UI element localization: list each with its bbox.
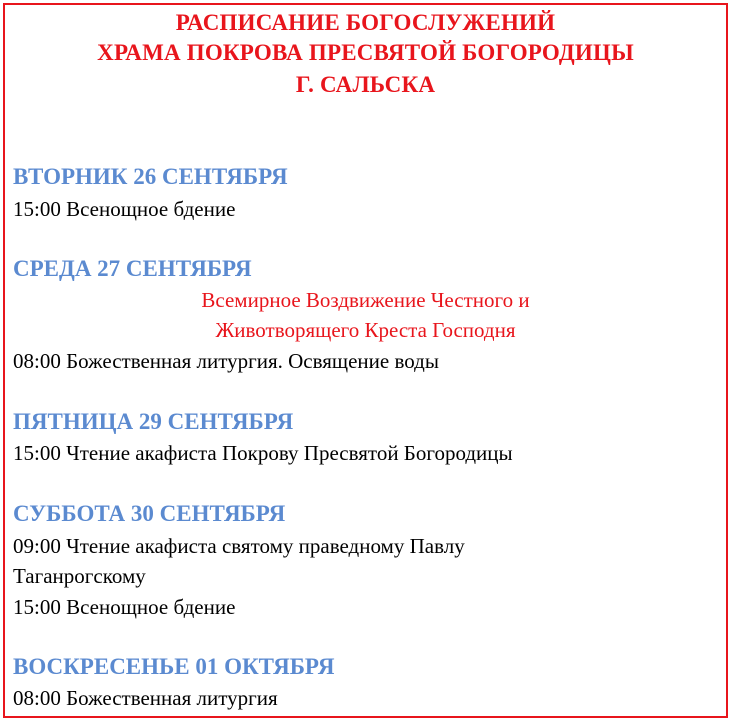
day-heading-tuesday: ВТОРНИК 26 СЕНТЯБРЯ xyxy=(13,164,288,189)
feast-title-line-2: Животворящего Креста Господня xyxy=(215,318,516,342)
service-line: 08:00 Божественная литургия. Освящение воды xyxy=(13,349,439,373)
day-heading-wednesday: СРЕДА 27 СЕНТЯБРЯ xyxy=(13,256,252,281)
day-heading-saturday: СУББОТА 30 СЕНТЯБРЯ xyxy=(13,501,286,526)
service-line: 15:00 Чтение акафиста Покрову Пресвятой Богородицы xyxy=(13,441,513,465)
feast-title-line-1: Всемирное Воздвижение Честного и xyxy=(201,288,530,312)
service-line: 09:00 Чтение акафиста святому праведному Павлу xyxy=(13,534,465,558)
service-line: 15:00 Всенощное бдение xyxy=(13,595,236,619)
title-line-3: Г. САЛЬСКА xyxy=(295,72,436,97)
day-heading-sunday: ВОСКРЕСЕНЬЕ 01 ОКТЯБРЯ xyxy=(13,654,335,679)
service-line: 15:00 Всенощное бдение xyxy=(13,197,236,221)
title-line-2: ХРАМА ПОКРОВА ПРЕСВЯТОЙ БОГОРОДИЦЫ xyxy=(97,40,634,65)
day-heading-friday: ПЯТНИЦА 29 СЕНТЯБРЯ xyxy=(13,409,294,434)
service-line-continued: Таганрогскому xyxy=(13,564,146,588)
service-line: 08:00 Божественная литургия xyxy=(13,686,278,710)
title-line-1: РАСПИСАНИЕ БОГОСЛУЖЕНИЙ xyxy=(175,10,556,35)
